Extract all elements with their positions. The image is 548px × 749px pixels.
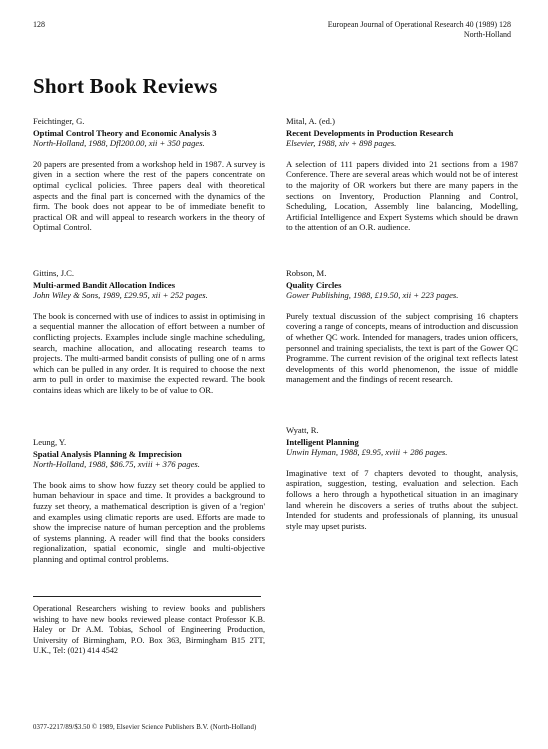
section-title: Short Book Reviews <box>33 74 218 98</box>
review-author: Leung, Y. <box>33 437 67 447</box>
review-text: Purely textual discussion of the subject comprising 16 chapters covering a range of concepts, means of introduction and discussion of whether QC work. Intended for managers, trades union officers, personnel and training specialists, the text is part of the Gower QC Programme. The current revision of the original text reflects latest developments of this world phenomenon, the issue of middle management and the findings of recent research. <box>286 310 518 385</box>
journal-line-2: North-Holland <box>463 30 511 39</box>
journal-line-1: European Journal of Operational Research 40 (1989) 128 <box>327 20 511 29</box>
review-wyatt <box>286 425 518 531</box>
journal-citation <box>328 20 511 40</box>
review-author: Feichtinger, G. <box>33 116 85 126</box>
review-publisher: North-Holland, 1988, $86.75, xviii + 376 pages. <box>33 459 200 470</box>
review-author: Robson, M. <box>286 268 327 278</box>
review-feichtinger <box>33 116 265 233</box>
review-author: Mital, A. (ed.) <box>286 116 335 126</box>
review-text: 20 papers are presented from a workshop held in 1987. A survey is given in a section where the rest of the papers concentrate on optimal cyclical policies. Three papers deal with theoretical aspects and the final part is concerned with the dynamics of the firm. The book does not appear to be of immediate benefit to practical OR and will appeal to research workers in the theory of Optimal Control. <box>33 158 265 233</box>
review-author: Wyatt, R. <box>286 425 319 435</box>
review-text: A selection of 111 papers divided into 21 sections from a 1987 Conference. There are several areas which would not be of interest to the majority of OR workers but there are many papers in the sections on Inventory, Production Planning and Control, Scheduling, Location, Assembly line balancing, Modelling, Artificial Intelligence and Expert Systems which should be drawn to the attention of an O.R. audience. <box>286 158 518 233</box>
review-text: Imaginative text of 7 chapters devoted to thought, analysis, aspiration, suggestion, testing, evaluation and selection. Each follows a hero through a hypothetical situation in an imaginary land wherein he discovers a series of truths about the subject. Intended for students and professionals of planning, its unusual style may upset purists. <box>286 467 518 531</box>
review-book-title: Spatial Analysis Planning & Imprecision <box>33 448 182 459</box>
review-book-title: Intelligent Planning <box>286 436 359 447</box>
review-book-title: Optimal Control Theory and Economic Analysis 3 <box>33 127 217 138</box>
footnote-divider <box>33 596 261 597</box>
review-book-title: Recent Developments in Production Research <box>286 127 454 138</box>
review-author: Gittins, J.C. <box>33 268 75 278</box>
review-book-title: Quality Circles <box>286 279 342 290</box>
review-text: The book aims to show how fuzzy set theory could be applied to human behaviour in space and time. It provides a background to fuzzy set theory, a mathematical description is given of a 'region' and examples using climatic reports are used. Efforts are made to show the imprecise nature of human perception and the problems of systems planning. A reader will find that the books considers regionalization, spatial economic, single and multi-objective planning and optimal control problems. <box>33 479 265 564</box>
review-robson <box>286 268 518 385</box>
review-publisher: Unwin Hyman, 1988, £9.95, xviii + 286 pages. <box>286 447 448 458</box>
review-gittins <box>33 268 265 396</box>
review-leung <box>33 437 265 565</box>
review-publisher: Elsevier, 1988, xiv + 898 pages. <box>286 138 397 149</box>
review-publisher: Gower Publishing, 1988, £19.50, xii + 223 pages. <box>286 290 459 301</box>
review-text: The book is concerned with use of indices to assist in optimising in a sequential manner the allocation of effort between a number of conflicting projects. Examples include single machine scheduling, search, machine allocation, and allocating research teams to projects. The multi-armed bandit consists of pulling one of n arms which can be pulled in any order. It is required to choose the next arm to pull in order to maximise the expected reward. The book contains ideas which are likely to be of value to OR. <box>33 310 265 395</box>
review-publisher: North-Holland, 1988, Dfl200.00, xii + 350 pages. <box>33 138 205 149</box>
copyright-footer: 0377-2217/89/$3.50 © 1989, Elsevier Science Publishers B.V. (North-Holland) <box>33 724 257 731</box>
review-book-title: Multi-armed Bandit Allocation Indices <box>33 279 176 290</box>
review-mital <box>286 116 518 233</box>
review-publisher: John Wiley & Sons, 1989, £29.95, xii + 252 pages. <box>33 290 208 301</box>
footnote-text: Operational Researchers wishing to review books and publishers wishing to have new books reviewed please contact Professor K.B. Haley or Dr A.M. Tobias, School of Engineering Production, University of Birmingham, P.O. Box 363, Birmingham B15 2TT, U.K., Tel: (021) 414 4542 <box>33 604 265 655</box>
page-number: 128 <box>33 20 45 29</box>
